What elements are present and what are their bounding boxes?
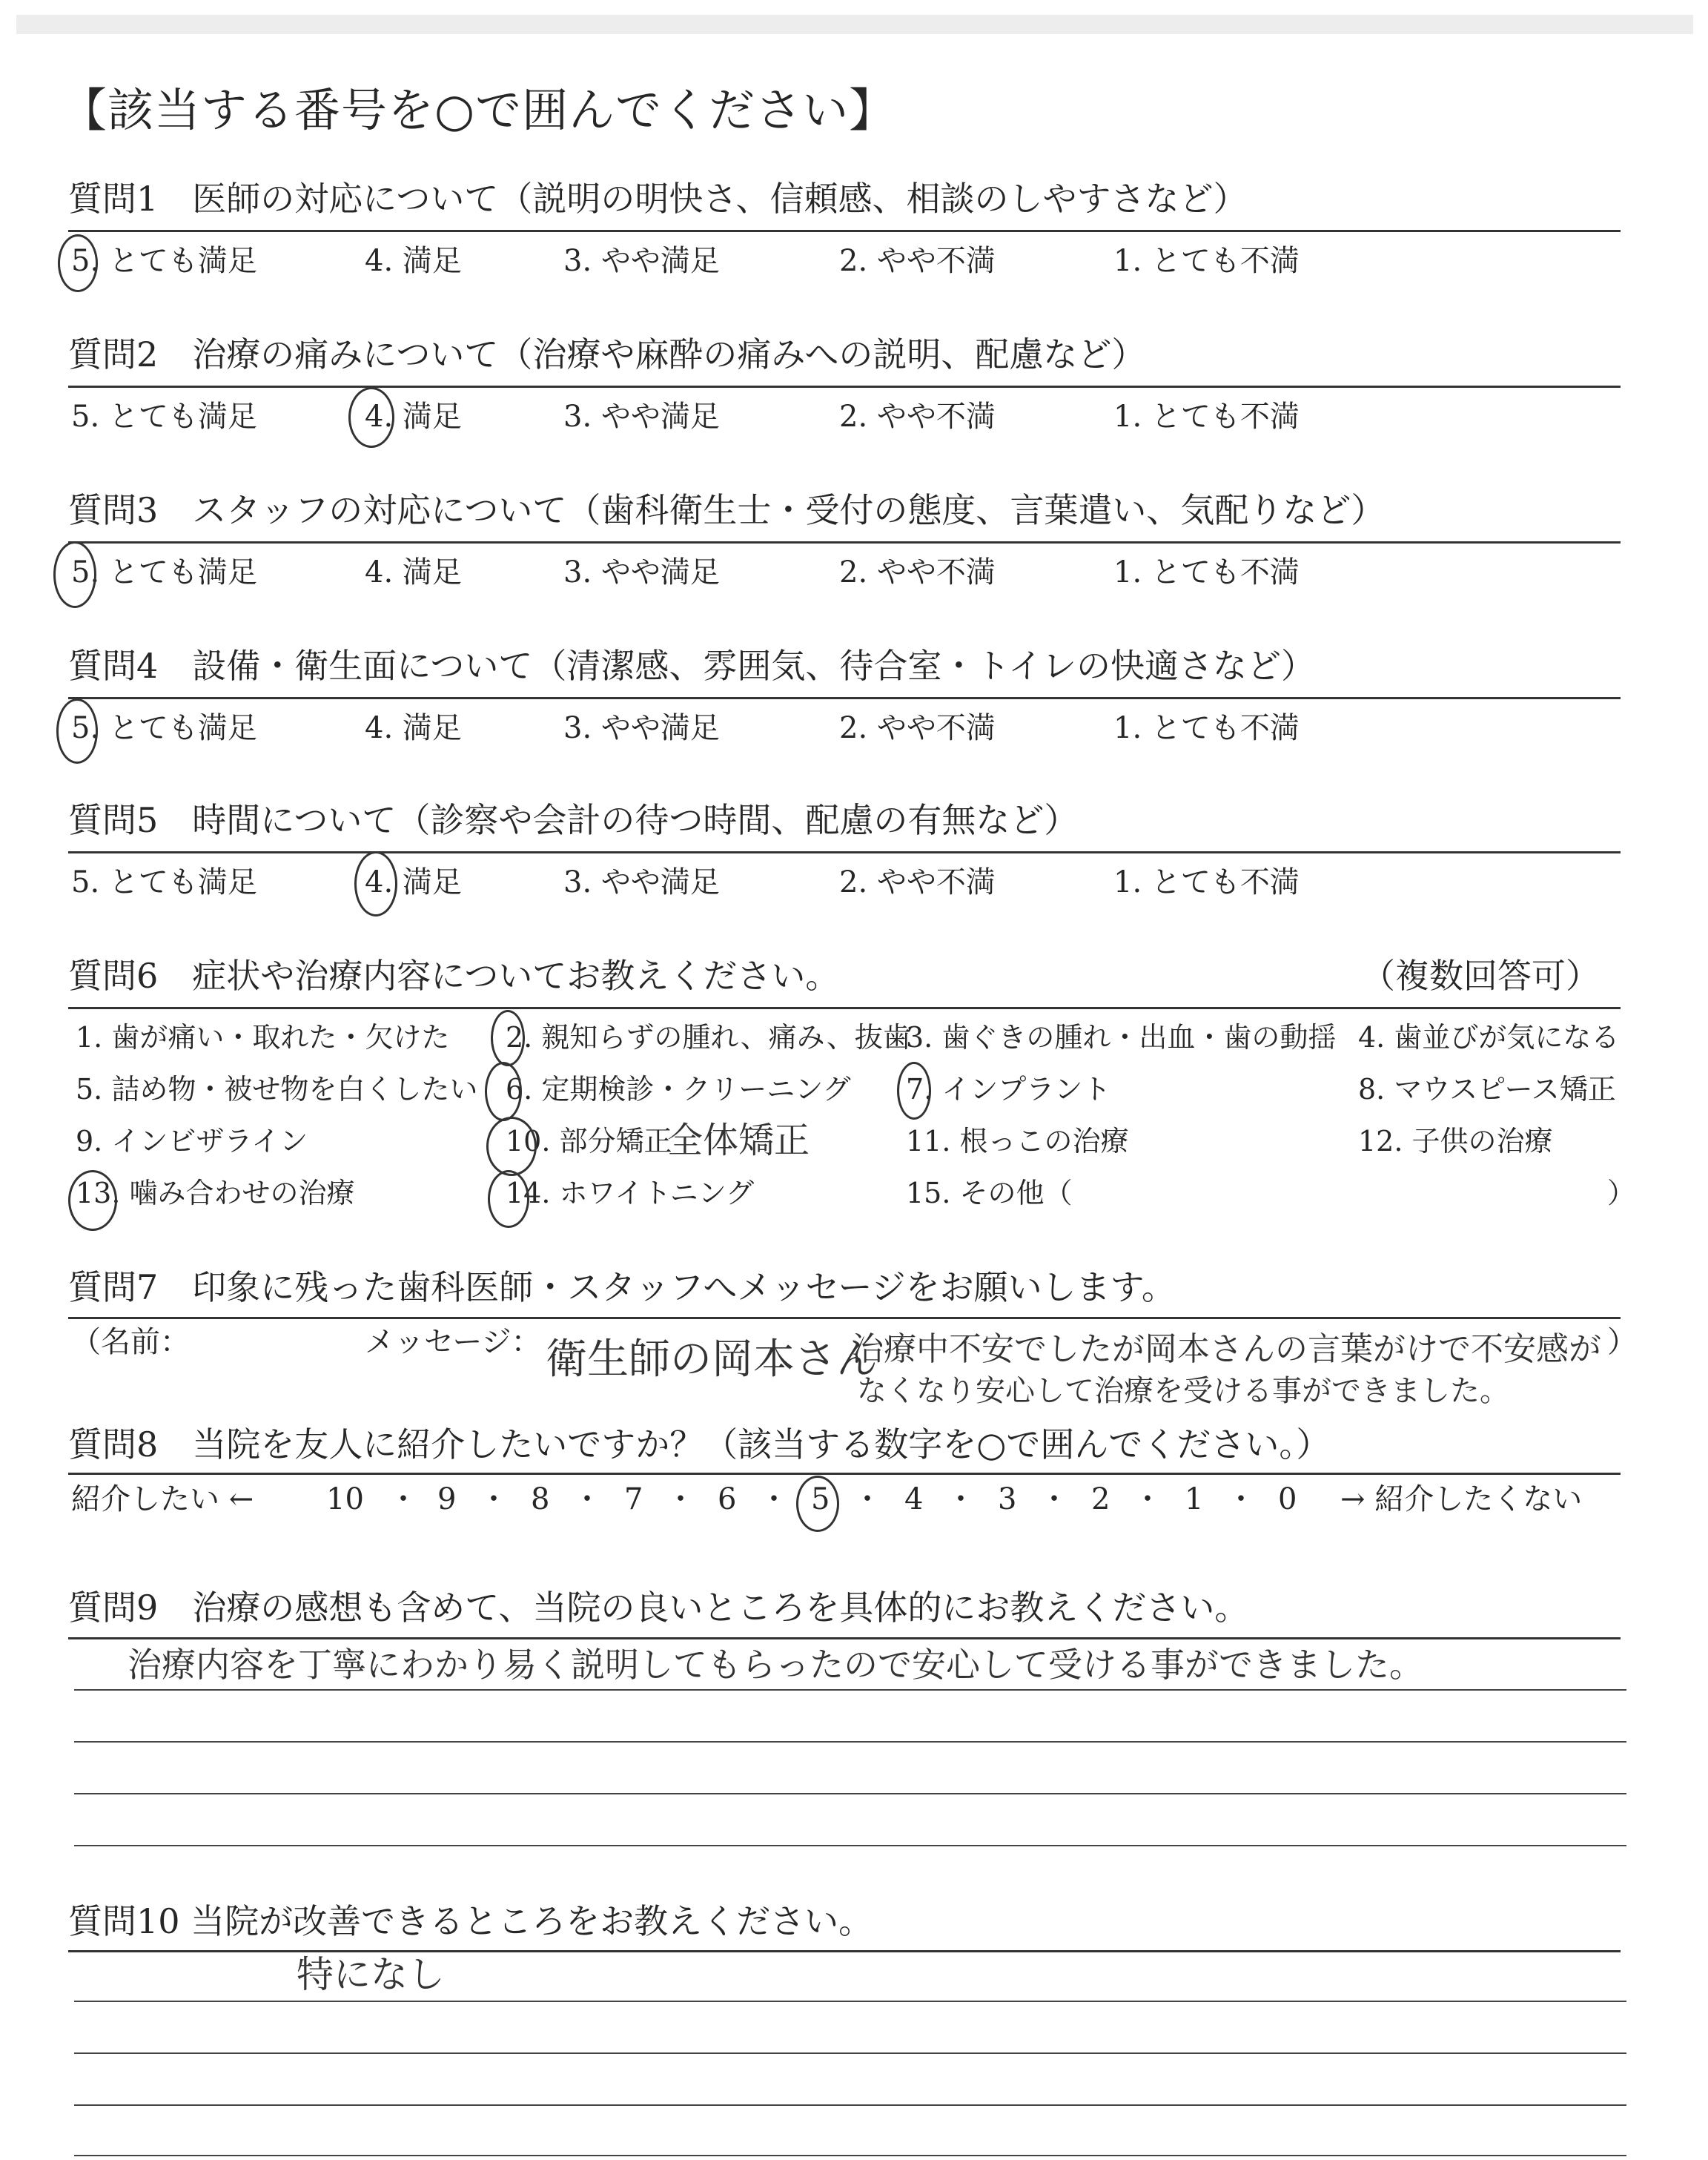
handwritten-message-line-2: なくなり安心して治療を受ける事ができました。 (857, 1374, 1509, 1408)
recommend-left-label: 紹介したい ← (71, 1482, 254, 1516)
handwritten-note: 全体矯正 (667, 1120, 810, 1161)
q6-option-5[interactable]: 5. 詰め物・被せ物を白くしたい (76, 1073, 478, 1106)
answer-line (74, 2052, 1626, 2054)
divider (68, 1637, 1621, 1639)
answer-line (74, 1793, 1626, 1794)
option-3[interactable]: 3. やや満足 (563, 555, 720, 589)
q6-option-8[interactable]: 8. マウスピース矯正 (1358, 1073, 1616, 1106)
answer-line (74, 1741, 1626, 1743)
handwritten-answer: 特になし (297, 1953, 445, 1996)
scale-8[interactable]: 8 (531, 1482, 550, 1516)
option-5[interactable]: 5. とても満足 (71, 865, 257, 899)
option-1[interactable]: 1. とても不満 (1113, 400, 1300, 434)
q6-option-15[interactable]: 15. その他（ (906, 1177, 1073, 1209)
scale-dot: ・ (759, 1482, 789, 1516)
option-2[interactable]: 2. やや不満 (839, 244, 996, 278)
selection-circle (485, 1062, 522, 1121)
divider (68, 697, 1621, 699)
scale-dot: ・ (479, 1482, 509, 1516)
recommend-right-label: → 紹介したくない (1340, 1482, 1583, 1516)
scale-4[interactable]: 4 (904, 1482, 924, 1516)
scale-0[interactable]: 0 (1278, 1482, 1297, 1516)
option-4[interactable]: 4. 満足 (365, 400, 462, 434)
q6-option-7[interactable]: 7. インプラント (906, 1073, 1111, 1106)
scale-2[interactable]: 2 (1091, 1482, 1110, 1516)
q6-option-13[interactable]: 13. 噛み合わせの治療 (76, 1177, 355, 1209)
option-2[interactable]: 2. やや不満 (839, 711, 996, 745)
question-title: 質問9 治療の感想も含めて、当院の良いところを具体的にお教えください。 (68, 1588, 1249, 1628)
question-title: 質問4 設備・衛生面について（清潔感、雰囲気、待合室・トイレの快適さなど） (68, 646, 1316, 686)
selection-circle (348, 387, 394, 448)
q6-option-3[interactable]: 3. 歯ぐきの腫れ・出血・歯の動揺 (906, 1021, 1337, 1054)
name-label: （名前： (71, 1325, 190, 1359)
question-title: 質問1 医師の対応について（説明の明快さ、信頼感、相談のしやすさなど） (68, 179, 1248, 219)
divider (68, 1007, 1621, 1009)
q6-option-6[interactable]: 6. 定期検診・クリーニング (506, 1073, 851, 1106)
scale-10[interactable]: 10 (326, 1482, 364, 1516)
selection-circle (796, 1476, 839, 1532)
option-3[interactable]: 3. やや満足 (563, 400, 720, 434)
q6-option-4[interactable]: 4. 歯並びが気になる (1358, 1021, 1620, 1054)
q6-option-11[interactable]: 11. 根っこの治療 (906, 1125, 1129, 1157)
question-title: 質問2 治療の痛みについて（治療や麻酔の痛みへの説明、配慮など） (68, 334, 1146, 374)
question-title: 質問8 当院を友人に紹介したいですか？（該当する数字を○で囲んでください。） (68, 1424, 1331, 1464)
scale-dot: ・ (1039, 1482, 1069, 1516)
selection-circle (486, 1117, 537, 1176)
option-5[interactable]: 5. とても満足 (71, 244, 257, 278)
divider (68, 1473, 1621, 1475)
answer-line (74, 2104, 1626, 2106)
q6-other-close-paren: ） (1607, 1177, 1636, 1209)
message-label: メッセージ： (365, 1325, 541, 1359)
option-5[interactable]: 5. とても満足 (71, 400, 257, 434)
selection-circle (53, 541, 96, 608)
scale-dot: ・ (666, 1482, 695, 1516)
question-title: 質問7 印象に残った歯科医師・スタッフへメッセージをお願いします。 (68, 1267, 1176, 1307)
option-2[interactable]: 2. やや不満 (839, 555, 996, 589)
scale-9[interactable]: 9 (437, 1482, 457, 1516)
selection-circle (488, 1170, 529, 1228)
option-4[interactable]: 4. 満足 (365, 244, 462, 278)
divider (68, 541, 1621, 544)
option-3[interactable]: 3. やや満足 (563, 865, 720, 899)
option-3[interactable]: 3. やや満足 (563, 711, 720, 745)
selection-circle (68, 1170, 117, 1231)
close-paren: ） (1607, 1325, 1637, 1359)
question-title: 質問6 症状や治療内容についてお教えください。 (68, 956, 840, 996)
selection-circle (491, 1010, 525, 1066)
q6-option-2[interactable]: 2. 親知らずの腫れ、痛み、抜歯 (506, 1021, 911, 1054)
option-4[interactable]: 4. 満足 (365, 711, 462, 745)
scale-1[interactable]: 1 (1185, 1482, 1204, 1516)
selection-circle (897, 1062, 931, 1120)
scale-dot: ・ (1133, 1482, 1162, 1516)
q6-option-9[interactable]: 9. インビザライン (76, 1125, 308, 1157)
divider (68, 1950, 1621, 1952)
selection-circle (56, 698, 98, 764)
option-3[interactable]: 3. やや満足 (563, 244, 720, 278)
answer-line (74, 1845, 1626, 1846)
selection-circle (354, 851, 397, 916)
handwritten-message-line-1: 治療中不安でしたが岡本さんの言葉がけで不安感が (851, 1330, 1601, 1368)
scale-5[interactable]: 5 (811, 1482, 830, 1516)
scale-dot: ・ (388, 1482, 418, 1516)
option-1[interactable]: 1. とても不満 (1113, 555, 1300, 589)
option-1[interactable]: 1. とても不満 (1113, 865, 1300, 899)
scale-dot: ・ (946, 1482, 976, 1516)
option-2[interactable]: 2. やや不満 (839, 400, 996, 434)
scale-dot: ・ (572, 1482, 602, 1516)
option-4[interactable]: 4. 満足 (365, 865, 462, 899)
option-5[interactable]: 5. とても満足 (71, 711, 257, 745)
answer-line (74, 2001, 1626, 2002)
q6-option-14[interactable]: 14. ホワイトニング (506, 1177, 755, 1209)
scale-dot: ・ (853, 1482, 882, 1516)
scale-3[interactable]: 3 (998, 1482, 1017, 1516)
q6-option-10[interactable]: 10. 部分矯正 (506, 1125, 672, 1157)
question-title: 質問3 スタッフの対応について（歯科衛生士・受付の態度、言葉遣い、気配りなど） (68, 490, 1386, 530)
handwritten-answer: 治療内容を丁寧にわかり易く説明してもらったので安心して受ける事ができました。 (128, 1645, 1423, 1685)
scan-top-band (16, 15, 1693, 34)
question-title: 質問5 時間について（診察や会計の待つ時間、配慮の有無など） (68, 800, 1079, 840)
q6-option-12[interactable]: 12. 子供の治療 (1358, 1125, 1553, 1157)
selection-circle (58, 234, 98, 292)
question-title: 質問10 当院が改善できるところをお教えください。 (68, 1901, 873, 1941)
option-1[interactable]: 1. とても不満 (1113, 711, 1300, 745)
divider (68, 1317, 1621, 1319)
scale-7[interactable]: 7 (624, 1482, 643, 1516)
scale-6[interactable]: 6 (718, 1482, 737, 1516)
answer-line (74, 1689, 1626, 1691)
divider (68, 386, 1621, 388)
option-5[interactable]: 5. とても満足 (71, 555, 257, 589)
handwritten-name: 衛生師の岡本さん (546, 1335, 878, 1384)
q6-option-1[interactable]: 1. 歯が痛い・取れた・欠けた (76, 1021, 450, 1054)
option-4[interactable]: 4. 満足 (365, 555, 462, 589)
divider (68, 230, 1621, 232)
option-2[interactable]: 2. やや不満 (839, 865, 996, 899)
scale-dot: ・ (1226, 1482, 1256, 1516)
divider (68, 851, 1621, 853)
page-title: 【該当する番号を○で囲んでください】 (61, 83, 896, 137)
multiple-answers-note: （複数回答可） (1361, 956, 1600, 996)
option-1[interactable]: 1. とても不満 (1113, 244, 1300, 278)
answer-line (74, 2155, 1626, 2156)
